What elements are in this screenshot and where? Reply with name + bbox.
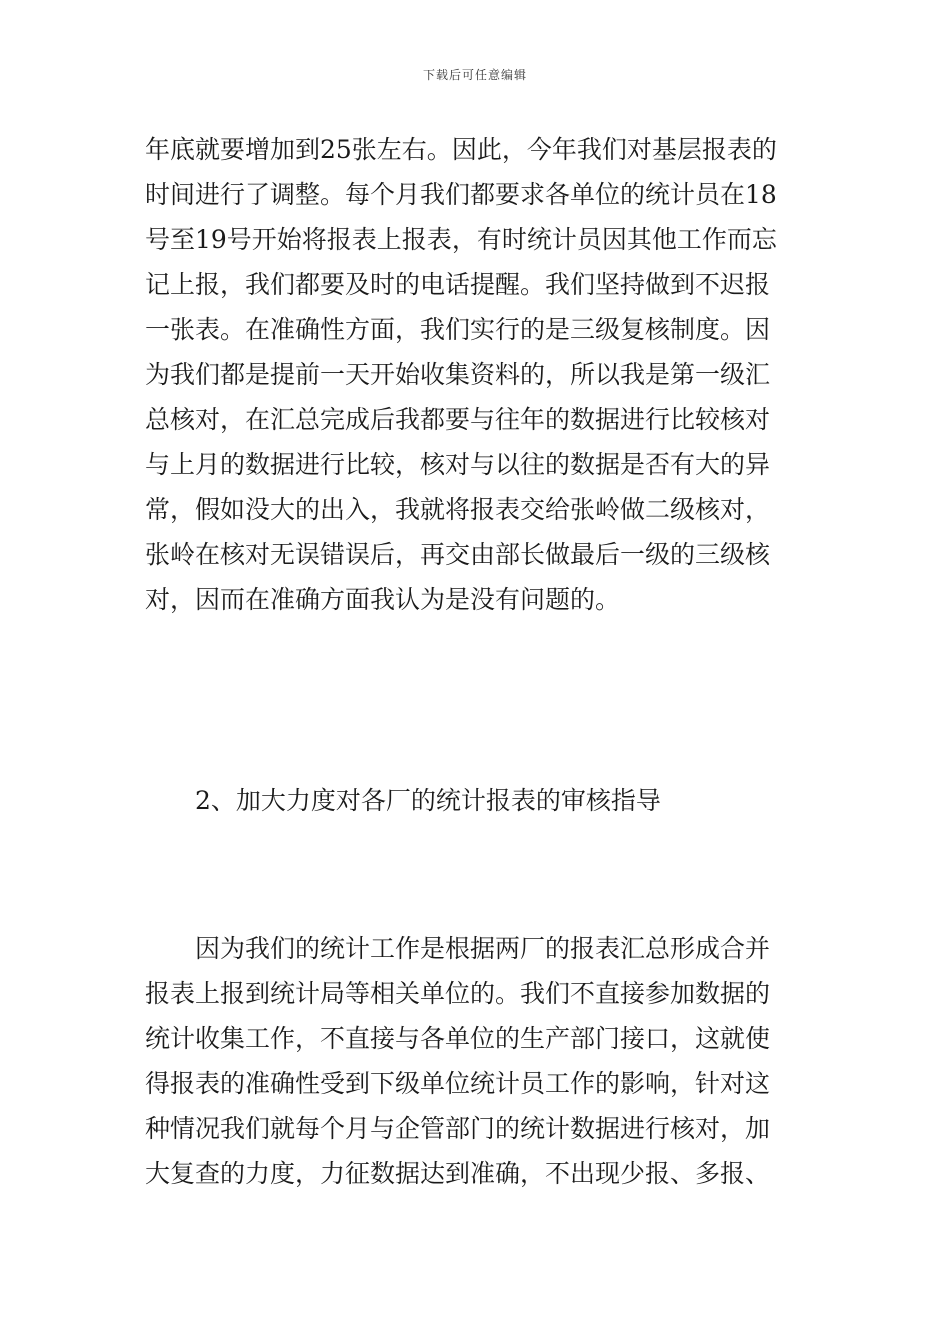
- text-line: 对，因而在准确方面我认为是没有问题的。: [145, 585, 621, 614]
- text-line: 时间进行了调整。每个月我们都要求各单位的统计员在18: [145, 180, 777, 209]
- text-line: 一张表。在准确性方面，我们实行的是三级复核制度。因: [145, 315, 771, 344]
- text-line: 大复查的力度，力征数据达到准确，不出现少报、多报、: [145, 1159, 771, 1188]
- text-line: 因为我们的统计工作是根据两厂的报表汇总形成合并: [145, 934, 771, 963]
- paragraph-3: [145, 926, 810, 1196]
- section-heading: [145, 778, 810, 823]
- text-line: 常，假如没大的出入，我就将报表交给张岭做二级核对，: [145, 495, 771, 524]
- text-line: 统计收集工作，不直接与各单位的生产部门接口，这就使: [145, 1024, 771, 1053]
- text-line: 号至19号开始将报表上报表，有时统计员因其他工作而忘: [145, 225, 777, 254]
- page-header: 下载后可任意编辑: [422, 68, 527, 82]
- text-line: 与上月的数据进行比较，核对与以往的数据是否有大的异: [145, 450, 771, 479]
- text-line: 总核对，在汇总完成后我都要与往年的数据进行比较核对: [145, 405, 771, 434]
- heading-line: 2、加大力度对各厂的统计报表的审核指导: [145, 786, 661, 815]
- text-line: 为我们都是提前一天开始收集资料的，所以我是第一级汇: [145, 360, 771, 389]
- text-line: 得报表的准确性受到下级单位统计员工作的影响，针对这: [145, 1069, 771, 1098]
- text-line: 年底就要增加到25张左右。因此，今年我们对基层报表的: [145, 135, 777, 164]
- text-line: 报表上报到统计局等相关单位的。我们不直接参加数据的: [145, 979, 771, 1008]
- text-line: 张岭在核对无误错误后，再交由部长做最后一级的三级核: [145, 540, 771, 569]
- text-line: 种情况我们就每个月与企管部门的统计数据进行核对，加: [145, 1114, 771, 1143]
- text-line: 记上报，我们都要及时的电话提醒。我们坚持做到不迟报: [145, 270, 771, 299]
- paragraph-1: [145, 127, 810, 622]
